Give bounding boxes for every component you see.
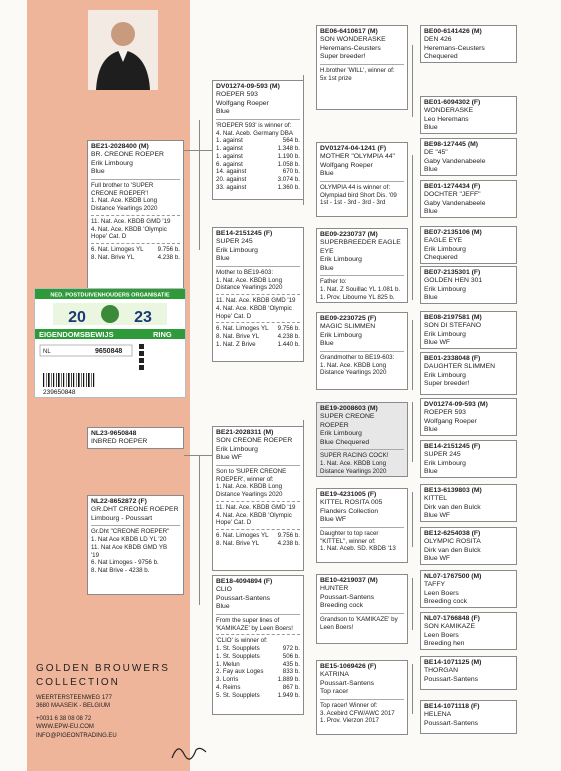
pigeon-name: SUPER 245 <box>216 238 253 246</box>
result-row: 14. against 670 b. <box>216 168 300 176</box>
card-year-1: 20 <box>68 309 86 326</box>
owner: Erik Limbourg <box>320 256 362 264</box>
connector <box>412 402 413 462</box>
note-1: OLYMPIA 44 is winner of: <box>320 183 391 191</box>
result-row: 8. Nat. Brive YL 4.238 b. <box>91 253 180 261</box>
card-ring-label: RING <box>153 330 172 339</box>
barcode-number: 239650848 <box>43 389 76 396</box>
ancestor-pigeon[interactable]: BE01-6094302 (F) WONDERASKE Leo Heremans Blue <box>420 96 517 134</box>
ring-number: BE14-2151245 (F) <box>216 230 273 237</box>
ancestor-pigeon[interactable]: BE12-6254038 (F) OLYMPIC ROSITA Dirk van den Bulck Blue WF <box>420 527 517 565</box>
owner: Erik Limbourg <box>320 331 362 339</box>
ownership-card <box>34 288 186 398</box>
color: Blue <box>91 168 105 176</box>
result-row: 6. Nat. Limoges YL 9.756 b. <box>91 246 180 254</box>
owner: Wolfgang Roeper <box>320 161 373 169</box>
note-2: 1. Nat. Ace. KBDB Long <box>320 361 387 369</box>
note-5: 4. Nat. Ace. KBDB 'Olympic <box>216 304 292 312</box>
note-3: 1. Prov. Libourne YL 825 b. <box>320 293 395 301</box>
divider <box>320 275 404 276</box>
hunter-pigeon[interactable]: BE10-4219037 (M) HUNTER Poussart-Santens Breeding cock Grandson to 'KAMIKAZE' by Leen Boers! <box>316 574 408 644</box>
owner: Heremans-Ceusters <box>320 44 381 52</box>
note-4: Distance Yearlings 2020 <box>91 205 158 213</box>
ring-number: BE21-2028400 (M) <box>91 143 149 150</box>
second-sire-pigeon[interactable]: BE21-2028311 (M) SON CREONE ROEPER Erik Limbourg Blue WF Son to 'SUPER CREONE ROEPER', winner of: 1. Nat. Ace. KBDB Long Distance Yearlings 2020 11. Nat. Ace. KBDB GMD '19 4. Nat. Ace. KBDB 'Olympic Hope' Cat. D 6. Nat. Limoges YL 9.756 b. 8. Nat. Brive YL 4.238 b. <box>212 426 304 571</box>
divider <box>91 179 180 180</box>
connector <box>412 664 413 714</box>
pigeon-name: MOTHER "OLYMPIA 44" <box>320 153 395 161</box>
website[interactable]: WWW.EPW-EU.COM <box>36 724 94 731</box>
pigeon-name: SON WONDERASKE <box>320 36 386 44</box>
katrina-pigeon[interactable]: BE15-1069426 (F) KATRINA Poussart-Santens Top racer Top racer! Winner of: 3. Acebird CFW/AWC 2017 1. Prov. Vierzon 2017 <box>316 660 408 735</box>
sire-pigeon[interactable] <box>212 80 304 200</box>
note-5: 11. Nat. Ace. KBDB GMD '19 <box>91 217 171 225</box>
connector <box>184 150 212 152</box>
ancestor-pigeon[interactable]: BE08-2197581 (M) SON DI STEFANO Erik Limbourg Blue WF <box>420 311 517 349</box>
note-2: CREONE ROEPER'! <box>91 189 149 197</box>
divider <box>320 64 404 65</box>
divider <box>216 119 300 120</box>
note-7: Hope' Cat. D <box>91 233 127 241</box>
note-4: 11. Nat. Ace. KBDB GMD '19 <box>216 297 296 305</box>
phone[interactable]: +0031 6 38 08 08 72 <box>36 715 92 722</box>
card-country: NL <box>43 349 51 355</box>
address-2: 3680 MAASEIK - BELGIUM <box>36 703 111 710</box>
divider <box>320 181 404 182</box>
card-org: NED. POSTDUIVENHOUDERS ORGANISATIE <box>50 292 170 299</box>
divider <box>216 322 300 323</box>
clio-pigeon[interactable]: BE18-4094894 (F) CLIO Poussart-Santens Blue From the super lines of 'KAMIKAZE' by Leen Boers! 'CLIO' is winner of: 1. St. Soupplets 972 b. 1. St. Soupplets 506 b. 1. Melun 435 b. 2. Fay aux Loges 833 b. 3. Lorris 1.889 b. 4. Reims 867 b. 5. St. Soupplets 1.949 b. <box>212 575 304 715</box>
ring-number: NL23-9650848 <box>91 430 137 437</box>
note-3: 1st - 1st - 3rd - 3rd - 3rd <box>320 199 386 207</box>
connector <box>184 455 212 457</box>
address-1: WEERTERSTEENWEG 177 <box>36 695 112 701</box>
connector <box>412 578 413 630</box>
note-1: Grandmother to BE19-603: <box>320 353 395 361</box>
ancestor-pigeon[interactable]: NL07-1766848 (F) SON KAMIKAZE Leen Boers Breeding hen <box>420 612 517 650</box>
result-row: 1. against 1.190 b. <box>216 152 300 160</box>
note-6: 4. Nat. Ace. KBDB 'Olympic <box>91 225 167 233</box>
breeder-photo <box>88 10 158 90</box>
ancestor-pigeon[interactable]: BE14-1071125 (M) THORGAN Poussart-Santens <box>420 656 517 690</box>
divider <box>91 243 180 244</box>
note-1: Mother to BE19-603: <box>216 268 274 276</box>
signature <box>170 738 210 763</box>
ring-number: DV01274-09-593 (M) <box>216 83 280 90</box>
ancestor-pigeon[interactable]: BE01-1274434 (F) DOCHTER "JEFF" Gaby Vandenabeele Blue <box>420 180 517 218</box>
color: Blue <box>320 264 334 272</box>
result-row: 8. Nat. Brive YL 4.238 b. <box>216 333 300 341</box>
email[interactable]: INFO@PIGEONTRADING.EU <box>36 732 117 739</box>
result-row: 6. against 1.058 b. <box>216 160 300 168</box>
connector <box>199 120 200 250</box>
note-1: 'ROEPER 593' is winner of: <box>216 121 292 129</box>
emblem-icon <box>101 305 119 323</box>
color: Blue <box>320 340 334 348</box>
color: Blue <box>216 255 230 263</box>
dam-dam-pigeon[interactable] <box>316 312 408 390</box>
result-row: 1. against 564 b. <box>216 137 300 145</box>
brand-line-2: COLLECTION <box>36 677 120 688</box>
brand-line-1: GOLDEN BROUWERS <box>36 663 170 674</box>
pigeon-name: ROEPER 593 <box>216 91 258 99</box>
owner: Erik Limbourg <box>91 159 133 167</box>
ring-number: BE06-6410617 (M) <box>320 28 378 35</box>
owner: Wolfgang Roeper <box>216 99 269 107</box>
note-1: Full brother to 'SUPER <box>91 181 154 189</box>
dam-sire-pigeon[interactable] <box>316 228 408 303</box>
note-2: Olympiad bird Short Dis. '09 <box>320 191 397 199</box>
note-6: Hope' Cat. D <box>216 312 252 320</box>
divider <box>216 294 300 295</box>
color: Blue <box>320 170 334 178</box>
note-2: 4. Nat. Aceb. Germany DBA <box>216 129 294 137</box>
ring-number: BE09-2230725 (F) <box>320 315 377 322</box>
note-3: 1. Nat. Ace. KBDB Long <box>91 197 158 205</box>
connector <box>412 45 413 117</box>
connector <box>412 492 413 547</box>
note-2: 5x 1st prize <box>320 74 352 82</box>
connector <box>412 155 413 230</box>
note-1: H.brother 'WILL', winner of: <box>320 66 395 74</box>
kittel-rosita[interactable]: BE19-4231005 (F) KITTEL ROSITA 005 Flanders Collection Blue WF Daughter to top racer "KITTEL", winner of: 1. Nat. Aceb. SD. KBDB '13 <box>316 488 408 563</box>
note-2: 1. Nat. Ace. KBDB Long <box>216 276 283 284</box>
sire-dam-pigeon[interactable] <box>316 142 408 217</box>
result-row: 1. against 1.348 b. <box>216 145 300 153</box>
owner: Erik Limbourg <box>216 246 258 254</box>
result-row: 6. Nat. Limoges YL 9.756 b. <box>216 325 300 333</box>
ancestor-pigeon[interactable]: BE07-2135301 (F) GOLDEN HEN 301 Erik Limbourg Blue <box>420 266 517 304</box>
card-number: 9650848 <box>95 348 123 355</box>
result-row: 33. against 1.360 b. <box>216 183 300 191</box>
ancestor-pigeon[interactable]: DV01274-09-593 (M) ROEPER 593 Wolfgang Roeper Blue <box>420 398 517 436</box>
ancestor-pigeon[interactable]: NL07-1767500 (M) TAFFY Leen Boers Breeding cock <box>420 570 517 608</box>
ring-number: DV01274-04-1241 (F) <box>320 145 387 152</box>
ancestor-pigeon[interactable]: BE14-2151245 (F) SUPER 245 Erik Limbourg Blue <box>420 440 517 478</box>
card-year-2: 23 <box>134 309 152 326</box>
note-3: Distance Yearlings 2020 <box>216 284 283 292</box>
color: Super breeder! <box>320 53 366 61</box>
divider <box>320 351 404 352</box>
divider <box>216 266 300 267</box>
ancestor-pigeon[interactable]: BE98-127445 (M) DE "45" Gaby Vandenabeele Blue <box>420 138 517 176</box>
pigeon-name: BR. CREONE ROEPER <box>91 151 164 159</box>
super-creone-roeper[interactable]: BE19-2008603 (M) SUPER CREONE ROEPER Erik Limbourg Blue Chequered SUPER RACING COCK! 1. Nat. Ace. KBDB Long Distance Yearlings 2020 <box>316 402 408 477</box>
pigeon-name: INBRED ROEPER <box>91 438 148 446</box>
ring-number: BE09-2230737 (M) <box>320 231 378 238</box>
note-1: Father to: <box>320 278 347 286</box>
connector <box>412 320 413 390</box>
connector <box>199 455 200 605</box>
dam-pigeon[interactable] <box>212 227 304 362</box>
result-row: 20. against 3.074 b. <box>216 176 300 184</box>
note-2: 1. Nat. Z Souillac YL 1.081 b. <box>320 286 401 294</box>
pigeon-name: SUPERBREEDER EAGLE EYE <box>320 239 401 255</box>
sire-sire-pigeon[interactable] <box>316 25 408 110</box>
second-dam-pigeon[interactable]: NL22-8652872 (F) GR.DHT CREONE ROEPER Limbourg - Poussart Gr.Dht "CREONE ROEPER" 1. Nat Ace KBDB LD YL '20 11. Nat Ace KBDB GMD YB '19 6. Nat Limoges - 9756 b. 8. Nat Brive - 4238 b. <box>87 495 184 595</box>
ancestor-pigeon[interactable]: BE00-6141426 (M) DEN 426 Heremans-Ceusters Chequered <box>420 25 517 63</box>
ancestor-pigeon[interactable]: BE01-2338048 (F) DAUGHTER SLIMMEN Erik Limbourg Super breeder! <box>420 352 517 395</box>
divider <box>91 215 180 216</box>
color: Blue <box>216 108 230 116</box>
footer <box>36 662 186 740</box>
connector <box>412 225 413 300</box>
ancestor-pigeon[interactable]: BE14-1071118 (F) HELENA Poussart-Santens <box>420 700 517 734</box>
second-subject[interactable] <box>87 427 184 449</box>
ancestor-pigeon[interactable]: BE07-2135106 (M) EAGLE EYE Erik Limbourg Chequered <box>420 226 517 264</box>
pigeon-name: MAGIC SLIMMEN <box>320 323 376 331</box>
note-3: Distance Yearlings 2020 <box>320 369 387 377</box>
subject-pigeon[interactable] <box>87 140 184 293</box>
ancestor-pigeon[interactable]: BE13-6139803 (M) KITTEL Dirk van den Bulck Blue WF <box>420 484 517 522</box>
card-title: EIGENDOMSBEWIJS <box>39 330 114 339</box>
result-row: 1. Nat. Z Brive 1.440 b. <box>216 340 300 348</box>
